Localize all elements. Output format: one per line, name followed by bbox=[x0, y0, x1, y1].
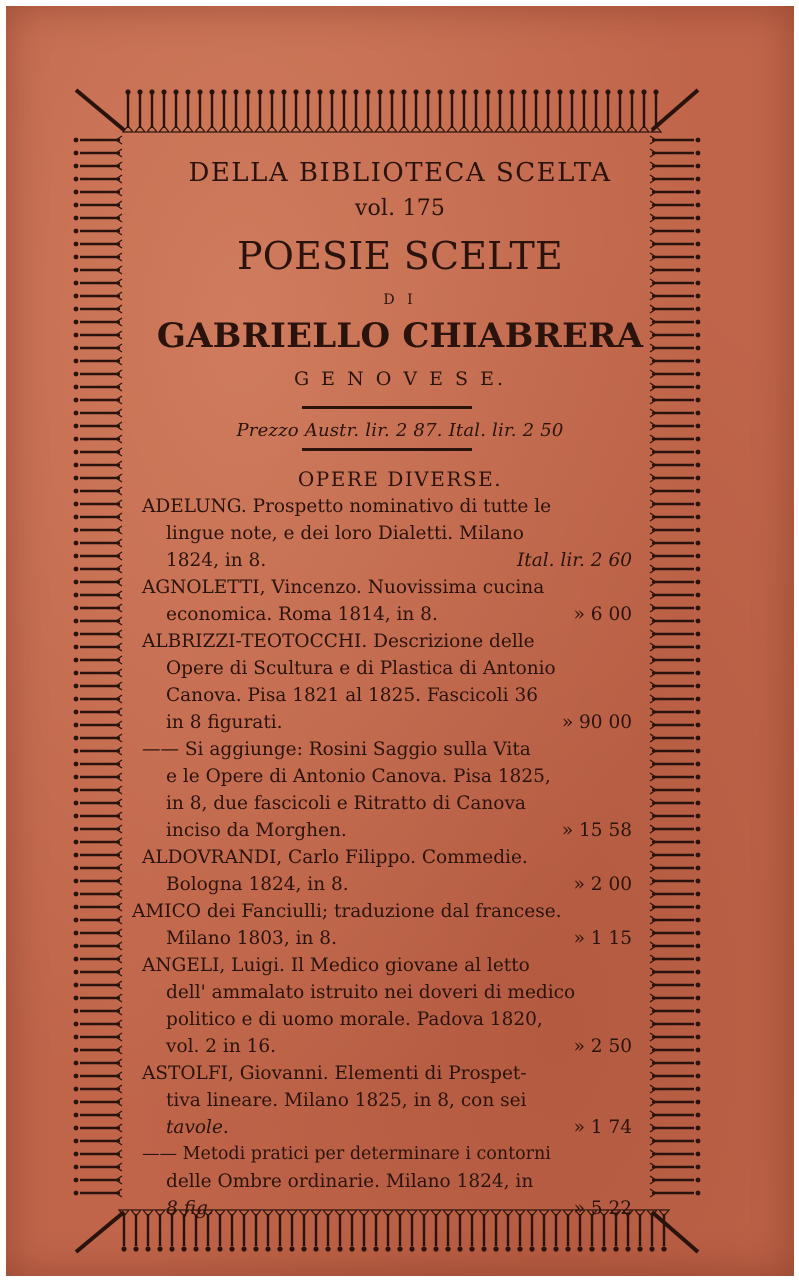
list-item bbox=[142, 1009, 632, 1036]
book-cover bbox=[6, 6, 794, 1276]
list-item bbox=[142, 496, 632, 523]
list-item bbox=[142, 631, 632, 658]
entry-line: e le Opere di Antonio Canova. Pisa 1825, bbox=[166, 766, 551, 787]
entry-line: Canova. Pisa 1821 al 1825. Fascicoli 36 bbox=[166, 685, 539, 706]
list-item bbox=[142, 739, 632, 766]
section-heading: OPERE DIVERSE. bbox=[297, 467, 503, 491]
list-item bbox=[142, 1198, 632, 1225]
list-item bbox=[142, 766, 632, 793]
list-item bbox=[132, 901, 632, 928]
list-item bbox=[142, 847, 632, 874]
rule-bottom bbox=[302, 448, 472, 451]
entry-line: ADELUNG. Prospetto nominativo di tutte le bbox=[142, 496, 552, 517]
list-item bbox=[142, 1090, 632, 1117]
entry-line: in 8 figurati. bbox=[166, 712, 283, 733]
entry-price: » 1 15 bbox=[573, 928, 632, 949]
list-item bbox=[142, 874, 632, 901]
preposition-di: D I bbox=[383, 292, 417, 308]
list-item bbox=[142, 523, 632, 550]
list-item bbox=[142, 604, 632, 631]
list-item bbox=[142, 982, 632, 1009]
list-item bbox=[142, 712, 632, 739]
entry-line: inciso da Morghen. bbox=[166, 820, 347, 841]
rule-top bbox=[302, 406, 472, 409]
entry-line: lingue note, e dei loro Dialetti. Milano bbox=[166, 523, 524, 544]
entry-price: » 5 22 bbox=[573, 1198, 632, 1219]
book-title: POESIE SCELTE bbox=[237, 234, 563, 278]
list-item bbox=[142, 577, 632, 604]
entry-line: ANGELI, Luigi. Il Medico giovane al letto bbox=[142, 955, 530, 976]
list-item bbox=[142, 820, 632, 847]
entry-line: delle Ombre ordinarie. Milano 1824, in bbox=[166, 1171, 534, 1192]
entry-line: Opere di Scultura e di Plastica di Antonio bbox=[166, 658, 556, 679]
catalogue-list bbox=[132, 496, 632, 1225]
volume-number: vol. 175 bbox=[354, 196, 446, 221]
list-item bbox=[142, 685, 632, 712]
list-item bbox=[142, 1036, 632, 1063]
entry-line: ALBRIZZI-TEOTOCCHI. Descrizione delle bbox=[142, 631, 535, 652]
entry-line: ALDOVRANDI, Carlo Filippo. Commedie. bbox=[142, 847, 528, 868]
entry-line: vol. 2 in 16. bbox=[166, 1036, 277, 1057]
list-item bbox=[142, 550, 632, 577]
entry-line: 1824, in 8. bbox=[166, 550, 267, 571]
entry-line: —— Metodi pratici per determinare i contorni bbox=[142, 1144, 551, 1164]
entry-line: in 8, due fascicoli e Ritratto di Canova bbox=[166, 793, 526, 814]
list-item bbox=[142, 928, 632, 955]
price-line: Prezzo Austr. lir. 2 87. Ital. lir. 2 50 bbox=[236, 420, 564, 441]
entry-price: » 2 00 bbox=[573, 874, 632, 895]
list-item bbox=[142, 1063, 632, 1090]
author-origin: G E N O V E S E. bbox=[293, 368, 507, 390]
entry-line: 8 fig. bbox=[166, 1198, 214, 1219]
entry-line: dell' ammalato istruito nei doveri di medico bbox=[166, 982, 576, 1003]
entry-price: » 1 74 bbox=[573, 1117, 632, 1138]
entry-line: Bologna 1824, in 8. bbox=[166, 874, 349, 895]
list-item bbox=[142, 793, 632, 820]
entry-line: tavole. bbox=[166, 1117, 229, 1138]
list-item bbox=[142, 1171, 632, 1198]
list-item bbox=[142, 1144, 632, 1171]
entry-price: » 90 00 bbox=[561, 712, 632, 733]
entry-price: » 6 00 bbox=[573, 604, 632, 625]
entry-line: tiva lineare. Milano 1825, in 8, con sei bbox=[166, 1090, 527, 1111]
entry-price: Ital. lir. 2 60 bbox=[516, 550, 632, 571]
entry-line: politico e di uomo morale. Padova 1820, bbox=[166, 1009, 543, 1030]
entry-line: Milano 1803, in 8. bbox=[166, 928, 337, 949]
author-name: GABRIELLO CHIABRERA bbox=[156, 316, 644, 356]
entry-price: » 2 50 bbox=[573, 1036, 632, 1057]
list-item bbox=[142, 955, 632, 982]
entry-line: ASTOLFI, Giovanni. Elementi di Prospet- bbox=[142, 1063, 527, 1084]
list-item bbox=[142, 1117, 632, 1144]
series-title: DELLA BIBLIOTECA SCELTA bbox=[188, 158, 612, 188]
list-item bbox=[142, 658, 632, 685]
entry-line: —— Si aggiunge: Rosini Saggio sulla Vita bbox=[142, 739, 531, 760]
entry-line: AMICO dei Fanciulli; traduzione dal francese. bbox=[132, 901, 562, 922]
entry-line: AGNOLETTI, Vincenzo. Nuovissima cucina bbox=[142, 577, 545, 598]
entry-price: » 15 58 bbox=[561, 820, 632, 841]
entry-line: economica. Roma 1814, in 8. bbox=[166, 604, 438, 625]
